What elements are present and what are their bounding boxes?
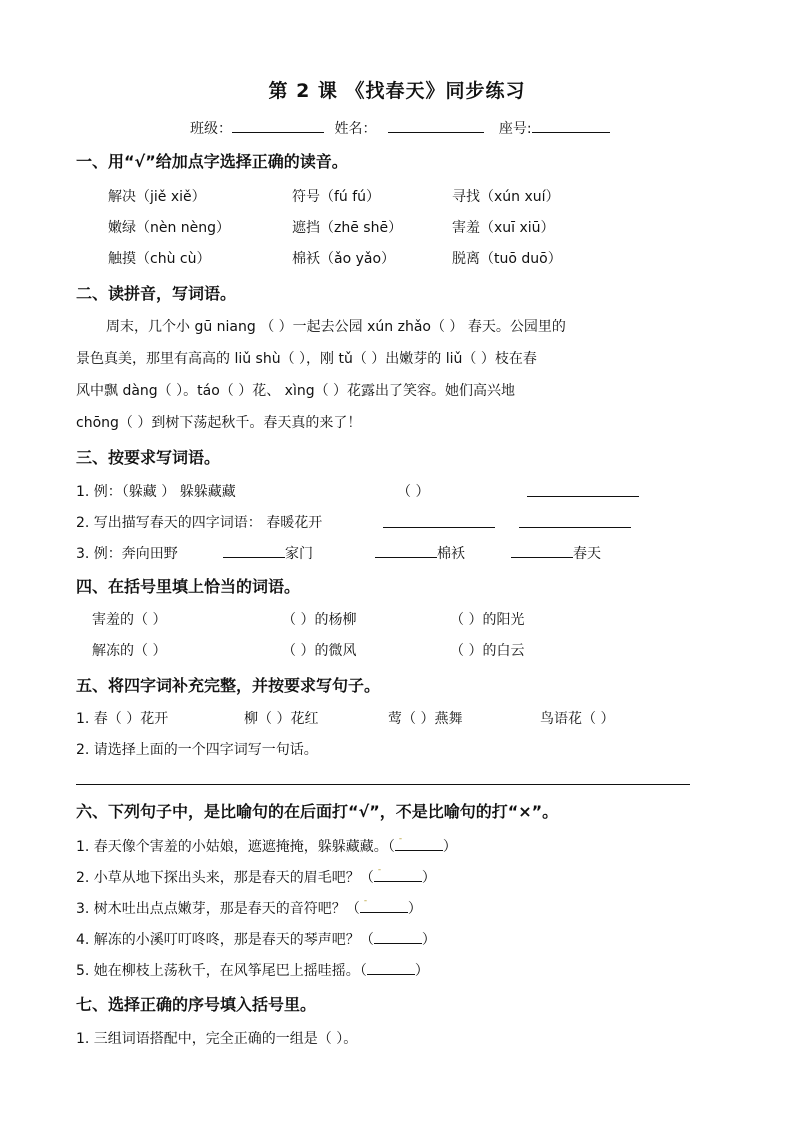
s6-item-2-text: 2. 小草从地下探出头来，那是春天的眉毛吧？ (76, 870, 360, 886)
s4-row-2-col-1: 解冻的（ ） (92, 643, 167, 659)
s3-item-3-blank-1[interactable] (223, 543, 285, 558)
s5-item-1-word-4: 鸟语花（ ） (540, 711, 615, 727)
s3-item-3: 3. 例：奔向田野 (76, 546, 178, 562)
s2-paragraph-line-1: 周末，几个小 gū niang （ ）一起去公园 xún zhǎo（ ） 春天。公园里的 (106, 319, 566, 335)
section-4-heading: 四、在括号里填上恰当的词语。 (76, 577, 301, 596)
s1-row-3-col-3: 脱离（tuō duō） (452, 251, 562, 267)
s6-item-3-answer[interactable]: - (360, 898, 408, 913)
s1-row-1-col-1: 解决（jiě xiě） (108, 189, 206, 205)
s3-item-3-word-1: 家门 (223, 543, 313, 563)
seat-blank[interactable] (532, 131, 610, 133)
student-info-row (190, 118, 610, 138)
s2-paragraph-line-2: 景色真美，那里有高高的 liǔ shù（ ），刚 tǔ（ ）出嫩芽的 liǔ（ ）枝在春 (76, 351, 537, 367)
s5-item-1-word-3: 莺（ ）燕舞 (388, 711, 463, 727)
s3-item-3-blank-3[interactable] (511, 543, 573, 558)
s6-item-2: 2. 小草从地下探出头来，那是春天的眉毛吧？（ - ） (76, 865, 436, 886)
class-label: 班级： (190, 121, 232, 137)
s3-item-3-word-2: 棉袄 (375, 543, 465, 563)
s4-row-2-col-3: （ ）的白云 (450, 643, 525, 659)
s6-item-1-text: 1. 春天像个害羞的小姑娘，遮遮掩掩，躲躲藏藏。 (76, 839, 388, 855)
s3-item-1: 1. 例：（躲藏 ） 躲躲藏藏 (76, 484, 236, 500)
section-2-heading: 二、读拼音，写词语。 (76, 284, 237, 303)
section-5-heading: 五、将四字词补充完整，并按要求写句子。 (76, 676, 381, 695)
s6-item-4-text: 4. 解冻的小溪叮叮咚咚，那是春天的琴声吧？ (76, 932, 360, 948)
s3-item-1-blank[interactable] (527, 482, 639, 497)
s7-item-1: 1. 三组词语搭配中，完全正确的一组是（ ）。 (76, 1031, 358, 1047)
s1-row-3-col-2: 棉袄（ǎo yǎo） (292, 251, 396, 267)
s6-item-1: 1. 春天像个害羞的小姑娘，遮遮掩掩，躲躲藏藏。（ - ） (76, 834, 457, 855)
s3-item-2-blank-2[interactable] (519, 513, 631, 528)
section-6-heading: 六、下列句子中，是比喻句的在后面打“√”，不是比喻句的打“×”。 (76, 802, 559, 821)
s4-row-1-col-3: （ ）的阳光 (450, 612, 525, 628)
s6-item-4-answer[interactable] (374, 929, 422, 944)
name-label: 姓名： (334, 121, 377, 137)
s4-row-2-col-2: （ ）的微风 (282, 643, 357, 659)
s6-item-5-text: 5. 她在柳枝上荡秋千，在风筝尾巴上摇哇摇。 (76, 963, 360, 979)
s3-item-1-paren: （ ） (397, 484, 430, 500)
s2-paragraph-line-3: 风中飘 dàng（ ）。táo（ ）花、 xìng（ ）花露出了笑容。她们高兴地 (76, 383, 516, 399)
s6-item-1-answer[interactable]: - (395, 836, 443, 851)
s5-item-1-word-1: 1. 春（ ）花开 (76, 711, 169, 727)
s3-item-2-blank-1[interactable] (383, 513, 495, 528)
section-7-heading: 七、选择正确的序号填入括号里。 (76, 995, 317, 1014)
s3-item-3-word-3: 春天 (511, 543, 601, 563)
section-1-heading: 一、用“√”给加点字选择正确的读音。 (76, 152, 348, 171)
s6-item-3-text: 3. 树木吐出点点嫩芽，那是春天的音符吧？ (76, 901, 346, 917)
seat-label: 座号: (498, 121, 532, 137)
s1-row-1-col-3: 寻找（xún xuí） (452, 189, 560, 205)
name-blank[interactable] (388, 131, 484, 133)
s6-item-5: 5. 她在柳枝上荡秋千，在风筝尾巴上摇哇摇。（ ） (76, 960, 429, 980)
s6-item-3: 3. 树木吐出点点嫩芽，那是春天的音符吧？（ - ） (76, 896, 422, 917)
page-title: 第 2 课 《找春天》同步练习 (268, 80, 526, 102)
s4-row-1-col-1: 害羞的（ ） (92, 612, 167, 628)
s1-row-3-col-1: 触摸（chù cù） (108, 251, 211, 267)
s4-row-1-col-2: （ ）的杨柳 (282, 612, 357, 628)
s5-item-2: 2. 请选择上面的一个四字词写一句话。 (76, 742, 318, 758)
s2-paragraph-line-4: chōng（ ）到树下荡起秋千。春天真的来了！ (76, 415, 362, 431)
s1-row-1-col-2: 符号（fú fú） (292, 189, 381, 205)
s1-row-2-col-3: 害羞（xuī xiū） (452, 220, 555, 236)
s5-writing-line[interactable] (76, 784, 690, 785)
s6-item-5-answer[interactable] (367, 960, 415, 975)
section-3-heading: 三、按要求写词语。 (76, 448, 221, 467)
s3-item-3-blank-2[interactable] (375, 543, 437, 558)
s1-row-2-col-1: 嫩绿（nèn nèng） (108, 220, 231, 236)
s1-row-2-col-2: 遮挡（zhē shē） (292, 220, 403, 236)
s3-item-2: 2. 写出描写春天的四字词语： 春暖花开 (76, 515, 323, 531)
s5-item-1-word-2: 柳（ ）花红 (244, 711, 319, 727)
s6-item-4: 4. 解冻的小溪叮叮咚咚，那是春天的琴声吧？（ ） (76, 929, 436, 949)
class-blank[interactable] (232, 131, 324, 133)
s6-item-2-answer[interactable]: - (374, 867, 422, 882)
